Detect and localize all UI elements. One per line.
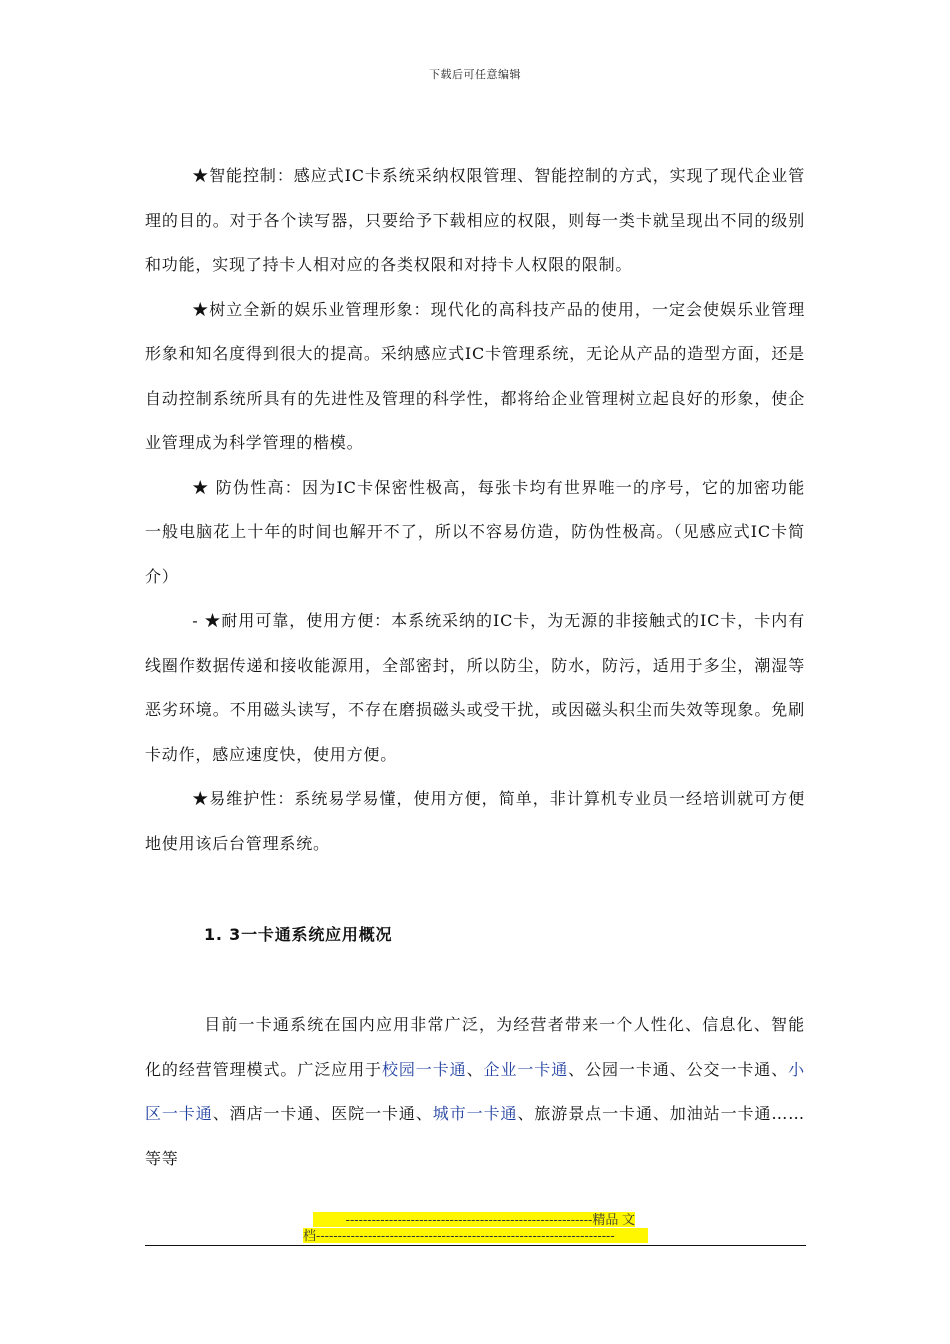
paragraph-maintenance: ★易维护性：系统易学易懂，使用方便，简单，非计算机专业员一经培训就可方便地使用该后台管理系统。 [145, 789, 805, 853]
footer-watermark-line-2: 档--------------------------------------------------------------------- [303, 1228, 648, 1243]
intro-text-3: 、酒店一卡通、医院一卡通、 [212, 1104, 433, 1123]
intro-text-4: 、旅游景点一卡通、加油站一卡通……等等 [145, 1104, 805, 1168]
intro-text-1: 目前一卡通系统在国内应用非常广泛，为经营者带来一个人性化、信息化、智能化的经营管理模式。广泛应用于 [145, 1015, 805, 1079]
link-community-card[interactable]: 小区一卡通 [145, 1059, 805, 1123]
intro-paragraph [145, 1003, 805, 1181]
footer-watermark-line-1: ---------------------------------------------------------精品 文 [313, 1212, 635, 1227]
link-campus-card[interactable]: 校园一卡通 [381, 1059, 467, 1079]
page-header: 下载后可任意编辑 [429, 68, 521, 81]
intro-text-2: 、公园一卡通、公交一卡通、 [568, 1059, 789, 1079]
paragraph-entertainment-image: ★树立全新的娱乐业管理形象：现代化的高科技产品的使用，一定会使娱乐业管理形象和知名度得到很大的提高。采纳感应式IC卡管理系统，无论从产品的造型方面，还是自动控制系统所具有的先进性及管理的科学性，都将给企业管理树立起良好的形象，使企业管理成为科学管理的楷模。 [145, 299, 805, 452]
intro-separator: 、 [466, 1059, 484, 1079]
link-city-card[interactable]: 城市一卡通 [432, 1104, 518, 1123]
link-enterprise-card[interactable]: 企业一卡通 [483, 1059, 569, 1079]
paragraph-smart-control: ★智能控制：感应式IC卡系统采纳权限管理、智能控制的方式，实现了现代企业管理的目的。对于各个读写器，只要给予下载相应的权限，则每一类卡就呈现出不同的级别和功能，实现了持卡人相对应的各类权限和对持卡人权限的限制。 [145, 166, 805, 274]
section-heading: 1. 3一卡通系统应用概况 [204, 925, 393, 944]
paragraph-anti-counterfeit: ★ 防伪性高：因为IC卡保密性极高，每张卡均有世界唯一的序号，它的加密功能一般电脑花上十年的时间也解开不了，所以不容易仿造，防伪性极高。（见感应式IC卡简介） [145, 477, 805, 586]
intro-section [145, 1003, 805, 1181]
paragraph-durable: - ★耐用可靠，使用方便：本系统采纳的IC卡，为无源的非接触式的IC卡，卡内有线圈作数据传递和接收能源用，全部密封，所以防尘，防水，防污，适用于多尘，潮湿等恶劣环境。不用磁头读写，不存在磨损磁头或受干扰，或因磁头积尘而失效等现象。免刷卡动作，感应速度快，使用方便。 [145, 611, 805, 764]
document-body [145, 154, 805, 866]
footer-divider [145, 1245, 806, 1246]
